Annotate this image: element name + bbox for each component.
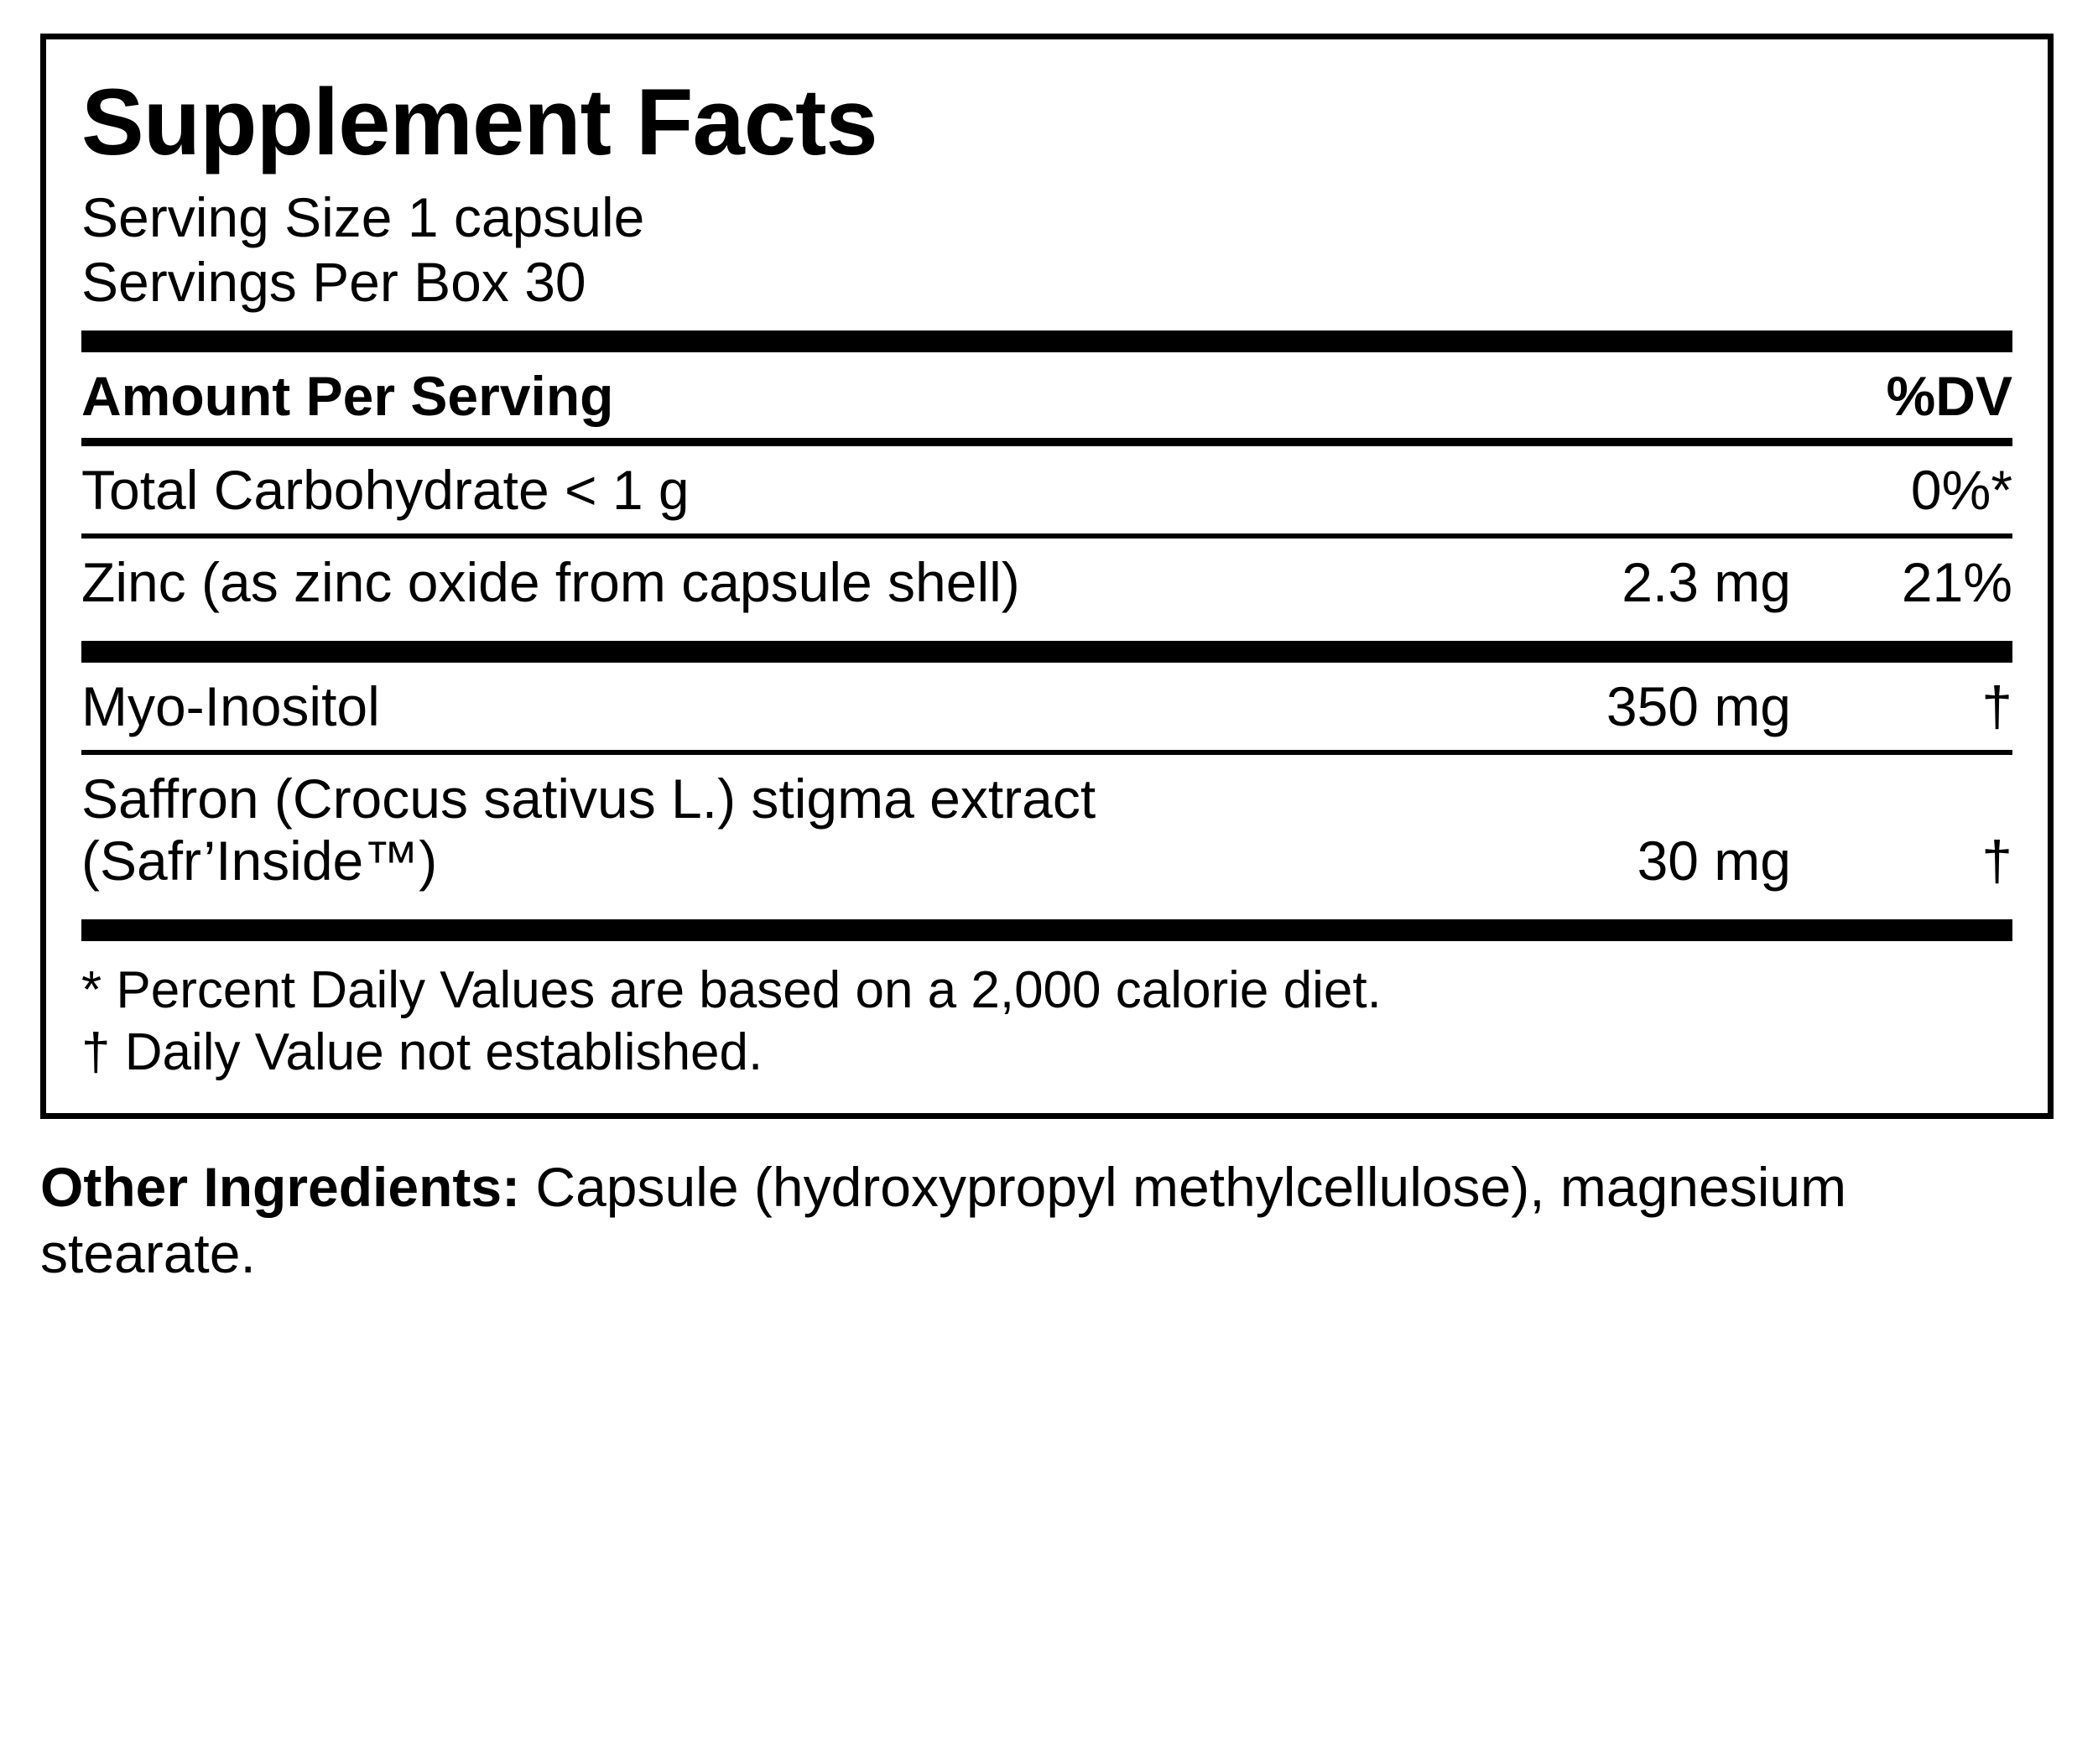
footnote-percent-daily-value: * Percent Daily Values are based on a 2,000 calorie diet. [81, 960, 1382, 1019]
ingredient-name [81, 768, 1539, 892]
table-row [81, 755, 2012, 904]
nutrient-dv: 0%* [1910, 459, 2012, 522]
other-ingredients [40, 1154, 2020, 1287]
ingredient-name-line1: Saffron (Crocus sativus L.) stigma extract [81, 768, 1096, 830]
supplement-facts-panel [40, 34, 2054, 1119]
daily-value-label: %DV [1886, 365, 2012, 428]
divider-under-header [81, 438, 2012, 446]
nutrient-dv: 21% [1901, 551, 2012, 614]
ingredient-amount: 350 mg [1606, 675, 1791, 738]
amount-per-serving-label: Amount Per Serving [81, 365, 614, 428]
ingredient-amount: 30 mg [1637, 829, 1791, 892]
ingredient-dv: † [1981, 829, 2012, 892]
ingredient-name-line2: (Safr’Inside™) [81, 829, 438, 892]
table-header-row [81, 352, 2012, 438]
nutrient-name: Zinc (as zinc oxide from capsule shell) [81, 551, 1020, 614]
nutrient-amount: 2.3 mg [1622, 551, 1791, 614]
ingredient-name: Myo-Inositol [81, 675, 380, 738]
nutrient-name: Total Carbohydrate < 1 g [81, 459, 690, 522]
other-ingredients-text: Capsule (hydroxypropyl methylcellulose), magnesium stearate. [40, 1155, 1847, 1284]
table-row [81, 539, 2012, 626]
footnotes [81, 941, 2012, 1085]
page-title: Supplement Facts [81, 70, 877, 174]
table-row [81, 446, 2012, 533]
serving-size-text: Serving Size 1 capsule [81, 185, 645, 248]
divider-thick-bottom [81, 919, 2012, 941]
divider-thick-top [81, 330, 2012, 352]
footnote-daily-value-not-established: † Daily Value not established. [81, 1023, 763, 1082]
divider-thick-middle [81, 641, 2012, 663]
ingredient-dv: † [1981, 675, 2012, 738]
other-ingredients-label: Other Ingredients: [40, 1155, 521, 1218]
table-row [81, 663, 2012, 750]
servings-per-container-text: Servings Per Box 30 [81, 251, 586, 314]
